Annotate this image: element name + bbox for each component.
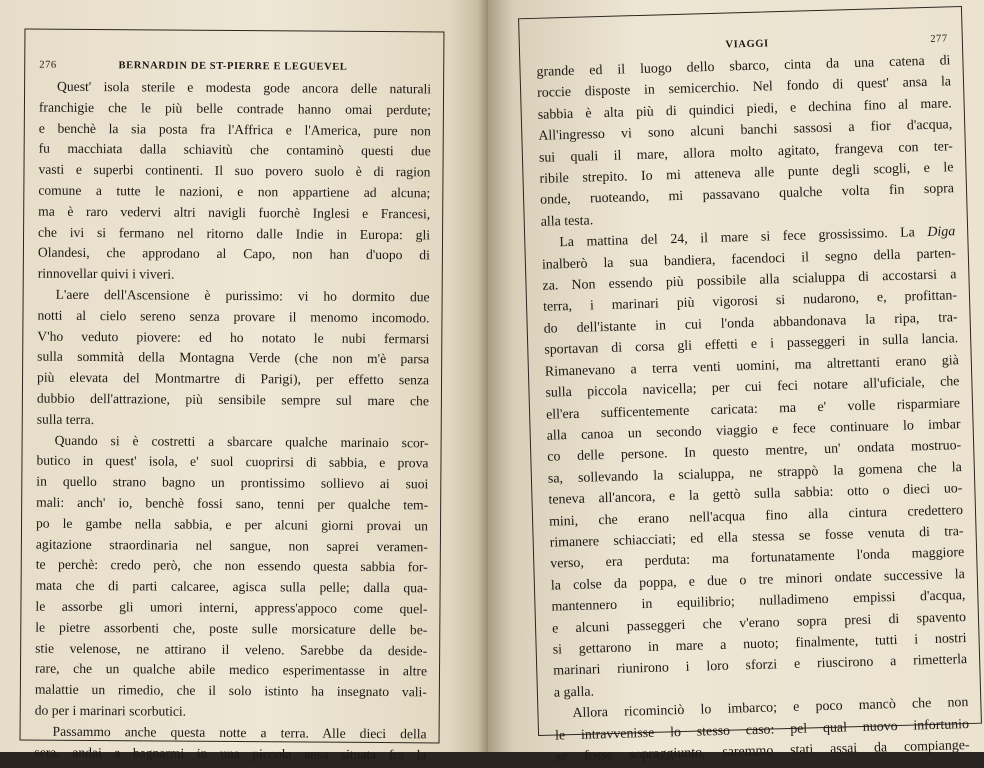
text-line: franchigie che le più belle contrade hanno omai perdute; [38,99,431,118]
text-line: sa, sollevando la scialuppa, ne strappò la gomena che la [547,459,962,487]
text-line: sui quali il mare, allora molto agitato, frangeva con ter- [538,138,954,166]
text-line: za. Non essendo più possibile alla scialuppa di accostarsi a [542,267,957,294]
text-line: in quello strano bagno un prontissimo sollievo ai suoi [36,473,429,492]
text-line: malattie un rimedio, che il solo istinto ha insegnato vali- [34,681,427,700]
text-line: verso, era perduta: ma fortunatamente l'onda maggiore [550,545,965,572]
right-page-text [520,50,982,768]
text-line: si gettarono in mare a nuoto; finalmente, tutti i nostri [552,631,967,658]
text-line: e alcuni passeggeri che v'erano sopra presi di spavento [551,609,967,637]
text-line: rimanere schiacciati; ed ella stessa se fosse venuta di tra- [549,524,964,551]
text-line: stie velenose, ne attirano il veleno. Sarebbe da deside- [35,640,428,658]
text-line: Quando si è costretti a sbarcare qualche marinaio scor- [54,432,429,450]
text-line: Olandesi, che approdano al Capo, non han d'uopo di [37,245,430,263]
text-line: le assorbe gli umori interni, appress'appoco come quel- [35,598,428,617]
text-line: ribile strepito. Io mi atteneva alle punte degli scogli, e le [539,160,954,187]
text-line: sulla terra. [36,411,95,427]
text-line: All'ingresso vi sono alcuni banchi sassosi a fior d'acqua, [538,117,953,145]
text-line: do dell'istante in cui l'onda abbandonava la ripa, tra- [543,310,958,337]
text-line: vasti e superbi continenti. Il suo povero suolo è di ragion [38,161,431,180]
text-line: più elevata del Montmartre di Parigi), per effetto senza [37,369,430,388]
text-line: po le gambe nella sabbia, e per alcuni giorni provai un [35,515,429,534]
text-line: le pietre assorbenti che, poste sulle morsicature delle be- [35,619,428,638]
text-line: V'ho veduto piovere: ed ho notato le nubi fermarsi [37,328,430,346]
text-line: alla testa. [540,213,594,230]
left-page-header [25,60,443,74]
ship-name-italic: Diga [927,224,956,241]
text-line: teneva all'ancora, e la gettò sulla sabbia: otto o dieci uo- [548,481,963,508]
text-line: sportavan di corsa gli effetti e i passeggeri in sulla lancia. [544,331,959,359]
text-line: comune a tutte le nazioni, e non appartiene ad alcuna; [38,182,431,201]
text-line: se fosse sopraggiunto, saremmo stati assai da compiange- [555,738,970,765]
text-line: L'aere dell'Ascensione è purissimo: vi ho dormito due [55,286,430,305]
text-line: notti al cielo sereno senza provare il menomo incomodo. [37,307,430,326]
text-line: fu macchiata dalla schiavitù che contaminò questi due [38,141,431,159]
text-line: co delle persone. In questo mentre, un' ondata mostruo- [547,438,962,466]
text-line: terra, i marinari più vigorosi si nudarono, e, profittan- [542,288,958,316]
text-line: Quest' isola sterile e modesta gode ancora delle naturali [57,78,432,97]
text-line: sera, andai a bagnarmi in una piccola ansa situata fra la [34,744,427,762]
text-line: dubbio dell'attrazione, più sensibile sempre sul mare che [36,390,429,409]
text-line: Passammo anche questa notte a terra. Alle dieci della [52,723,427,742]
right-page [488,0,984,765]
text-line: marinari riunirono i loro sforzi e riuscirono a rimetterla [553,652,968,679]
text-line: la colse da poppa, e due o tre minori ondate successive la [550,566,965,594]
right-running-head: VIAGGI [725,38,769,51]
text-line: che ivi si fermano nel ritorno dalle Indie in Europa: gli [38,224,431,242]
text-line: Rimanevano a terra venti uomini, ma altrettanti erano già [544,352,959,380]
text-line: sulla sommità della Montagna Verde (che non m'è parsa [37,348,430,367]
text-line: e benchè la sia posta fra l'Affrica e l'America, pure non [38,120,431,138]
text-line: Allora ricominciò lo imbarco; e poco mancò che non [572,695,969,722]
text-line: onde, ruoteando, mi passavano qualche volta fin sopra [539,181,955,209]
text-line: ma è raro vedervi altri navigli fuorchè Inglesi e Francesi, [38,203,431,222]
text-line: rinnovellar quivi i viveri. [37,265,175,282]
text-line: mali: anch' io, benchè fossi sano, tenni per qualche tem- [36,494,429,513]
text-line: mata che di parti calcaree, agisca sulla pelle; dalla qua- [35,577,428,596]
left-running-head: BERNARDIN DE ST-PIERRE E LEGUEVEL [118,60,348,73]
text-line: alla canoa un secondo viaggio e fece continuare lo imbar [546,417,961,444]
text-line: grande ed il luogo dello sbarco, cinta da una catena di [536,53,951,80]
text-line: do per i marinari scorbutici. [34,702,187,719]
text-line: inalberò la sua bandiera, facendoci il segno della parten- [541,245,957,273]
left-page-text [20,77,443,766]
text-line: La mattina del 24, il mare si fece grossissimo. La Diga [559,224,956,251]
text-line: ell'era sufficentemente caricata: ma e' volle risparmiare [545,395,961,423]
left-page-number: 276 [39,59,57,71]
text-line: butico in quest' isola, e' suol cuoprirsi di sabbia, e prova [36,452,429,471]
text-line: mini, che erano nell'acqua fino alla cintura credettero [548,502,964,530]
text-line: agitazione straordinaria nel sangue, non saprei veramen- [35,536,428,554]
text-line: sulla piccola navicella; per cui feci notare all'uficiale, che [545,374,960,401]
left-page-frame [20,29,445,762]
right-page-frame [518,6,982,765]
text-line: a galla. [553,684,595,701]
left-page [0,0,488,762]
text-line: sabbia è alta più di quindici piedi, e dechina fino al mare. [537,96,952,123]
text-line: rare, che un qualche abile medico esperimentasse in altre [34,660,428,679]
text-line: te perchè: credo però, che non essendo questa sabbia for- [35,556,428,575]
text-line: mantennero in equilibrio; nulladimeno empissi d'acqua, [551,588,966,615]
text-line: roccie disposte in semicerchio. Nel fondo di quest' ansa la [536,74,952,102]
text-line: le intravvenisse lo stesso caso: pel qual nuovo infortunio [554,716,970,744]
right-page-number: 277 [930,33,948,45]
